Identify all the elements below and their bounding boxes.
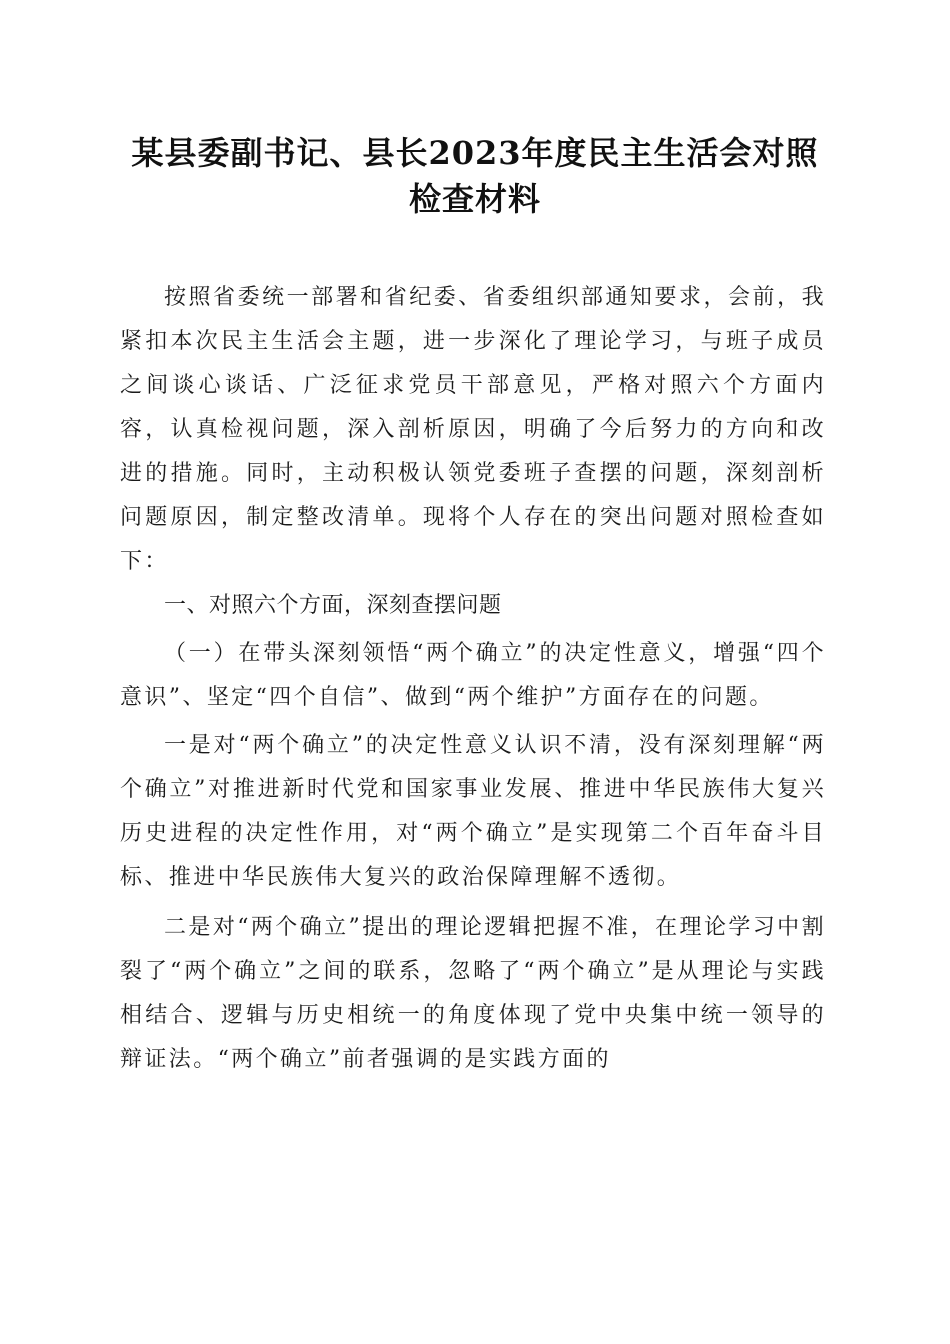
point-paragraph-1: 一是对“两个确立”的决定性意义认识不清，没有深刻理解“两个确立”对推进新时代党和国家事业发展、推进中华民族伟大复兴历史进程的决定性作用，对“两个确立”是实现第二个百年奋斗目标、推进中华民族伟大复兴的政治保障理解不透彻。 xyxy=(120,733,826,890)
section-heading: 一、对照六个方面，深刻查摆问题 xyxy=(164,593,502,618)
document-title: 某县委副书记、县长2023年度民主生活会对照检查材料 xyxy=(131,134,819,218)
intro-paragraph: 按照省委统一部署和省纪委、省委组织部通知要求，会前，我紧扣本次民主生活会主题，进一步深化了理论学习，与班子成员之间谈心谈话、广泛征求党员干部意见，严格对照六个方面内容，认真检视问题，深入剖析原因，明确了今后努力的方向和改进的措施。同时，主动积极认领党委班子查摆的问题，深刻剖析问题原因，制定整改清单。现将个人存在的突出问题对照检查如下： xyxy=(120,285,826,574)
point-paragraph-2: 二是对“两个确立”提出的理论逻辑把握不准，在理论学习中割裂了“两个确立”之间的联系，忽略了“两个确立”是从理论与实践相结合、逻辑与历史相统一的角度体现了党中央集中统一领导的辩证法。“两个确立”前者强调的是实践方面的 xyxy=(120,915,826,1072)
document-body xyxy=(120,276,826,1082)
subsection-heading: （一）在带头深刻领悟“两个确立”的决定性意义，增强“四个意识”、坚定“四个自信”、做到“两个维护”方面存在的问题。 xyxy=(120,641,826,710)
